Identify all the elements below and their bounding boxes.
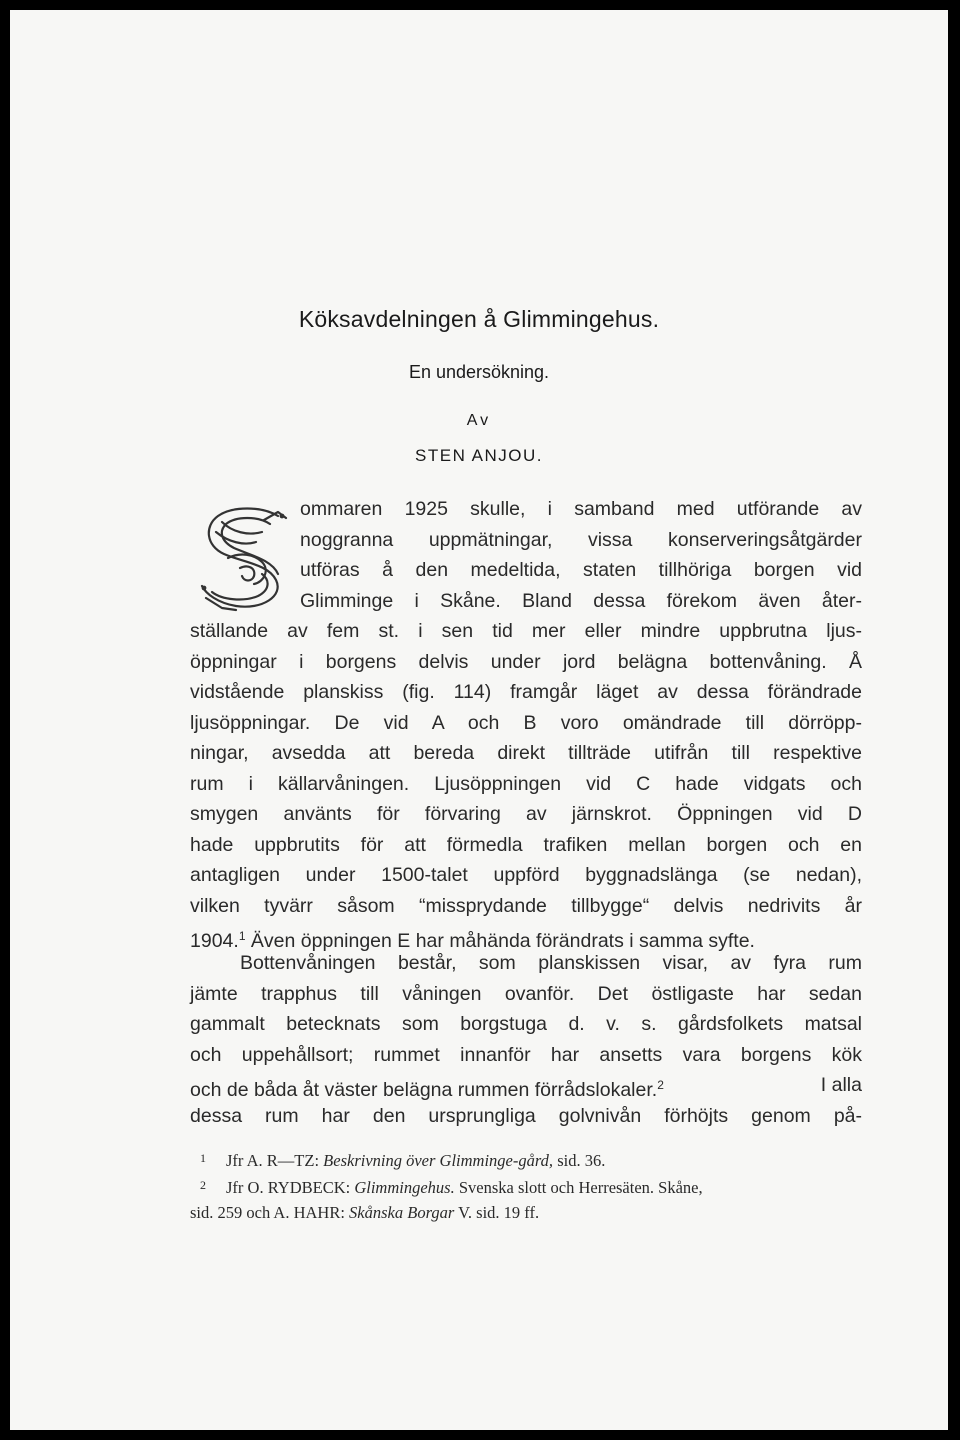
- text-segment: 1904.: [190, 930, 239, 952]
- text-line: dessa rum har den ursprungliga golvnivån förhöjts genom på-: [190, 1104, 862, 1127]
- text-line: rum i källarvåningen. Ljusöppningen vid C hade vidgats och: [190, 772, 862, 795]
- text-line: öppningar i borgens delvis under jord belägna bottenvåning. Å: [190, 650, 862, 673]
- footnote-text: Jfr A. R—TZ:: [226, 1151, 324, 1170]
- footnotes: [190, 1146, 866, 1225]
- footnote-text: Svenska slott och Herresäten. Skåne,: [454, 1178, 703, 1197]
- footnote-text: sid. 259 och A. HAHR:: [190, 1203, 350, 1222]
- footnote-2: [190, 1173, 866, 1200]
- footnote-number: 1: [200, 1151, 206, 1165]
- footnote-ref-2: 2: [657, 1078, 664, 1092]
- footnote-title: Glimmingehus.: [354, 1178, 455, 1197]
- text-line: ställande av fem st. i sen tid mer eller mindre uppbrutna ljus-: [190, 620, 862, 642]
- text-segment: [190, 1070, 664, 1101]
- text-segment: Även öppningen E har måhända förändrats i samma syfte.: [245, 930, 755, 952]
- text-line: vidstående planskiss (fig. 114) framgår läget av dessa förändrade: [190, 681, 862, 703]
- text-line: och uppehållsort; rummet innanför har ansetts vara borgens kök: [190, 1043, 862, 1066]
- article-subtitle: En undersökning.: [408, 362, 550, 382]
- text-line: ljusöppningar. De vid A och B voro omändrade till dörröpp-: [190, 711, 862, 734]
- text-line: hade uppbrutits för att förmedla trafiken mellan borgen och en: [190, 833, 862, 856]
- footnote-number: 2: [200, 1178, 206, 1192]
- footnote-ref-1: 1: [238, 929, 246, 943]
- text-line: gammalt betecknats som borgstuga d. v. s. gårdsfolkets matsal: [190, 1013, 862, 1035]
- text-line: noggranna uppmätningar, vissa konserveringsåtgärder: [300, 528, 862, 551]
- text-line: Glimminge i Skåne. Bland dessa förekom även åter-: [300, 589, 862, 612]
- book-page: [10, 10, 948, 1430]
- footnote-2-continued: [190, 1200, 866, 1225]
- text-line: antagligen under 1500-talet uppförd byggnadslänga (se nedan),: [190, 864, 862, 886]
- text-line: utföras å den medeltida, staten tillhöriga borgen vid: [300, 559, 862, 581]
- article-title: Köksavdelningen å Glimmingehus.: [298, 306, 660, 332]
- paragraph-2: [190, 948, 862, 1131]
- text-line: [190, 1070, 862, 1101]
- byline-label: Av: [466, 412, 492, 429]
- footnote-1: [190, 1146, 866, 1173]
- author-name: STEN ANJOU.: [415, 446, 543, 465]
- footnote-title: Skånska Borgar: [349, 1203, 455, 1222]
- text-line: Bottenvåningen består, som planskissen visar, av fyra rum: [240, 952, 862, 974]
- text-line-last: [190, 921, 862, 952]
- footnote-text: Jfr O. RYDBECK:: [226, 1178, 355, 1197]
- text-segment: I alla: [820, 1074, 862, 1096]
- footnote-text: V. sid. 19 ff.: [454, 1203, 540, 1222]
- footnote-title: Beskrivning över Glimminge-gård,: [323, 1151, 554, 1170]
- text-line: vilken tyvärr såsom “missprydande tillbygge“ delvis nedrivits år: [190, 894, 862, 917]
- text-line: ommaren 1925 skulle, i samband med utförande av: [300, 498, 862, 520]
- text-line: ningar, avsedda att bereda direkt tillträde utifrån till respektive: [190, 742, 862, 764]
- paragraph-1: [190, 494, 862, 952]
- text-line: jämte trapphus till våningen ovanför. Det östligaste har sedan: [190, 982, 862, 1005]
- text-segment: och de båda åt väster belägna rummen förrådslokaler.: [190, 1079, 658, 1101]
- footnote-text: sid. 36.: [553, 1151, 606, 1170]
- text-line: smygen använts för förvaring av järnskrot. Öppningen vid D: [190, 803, 862, 825]
